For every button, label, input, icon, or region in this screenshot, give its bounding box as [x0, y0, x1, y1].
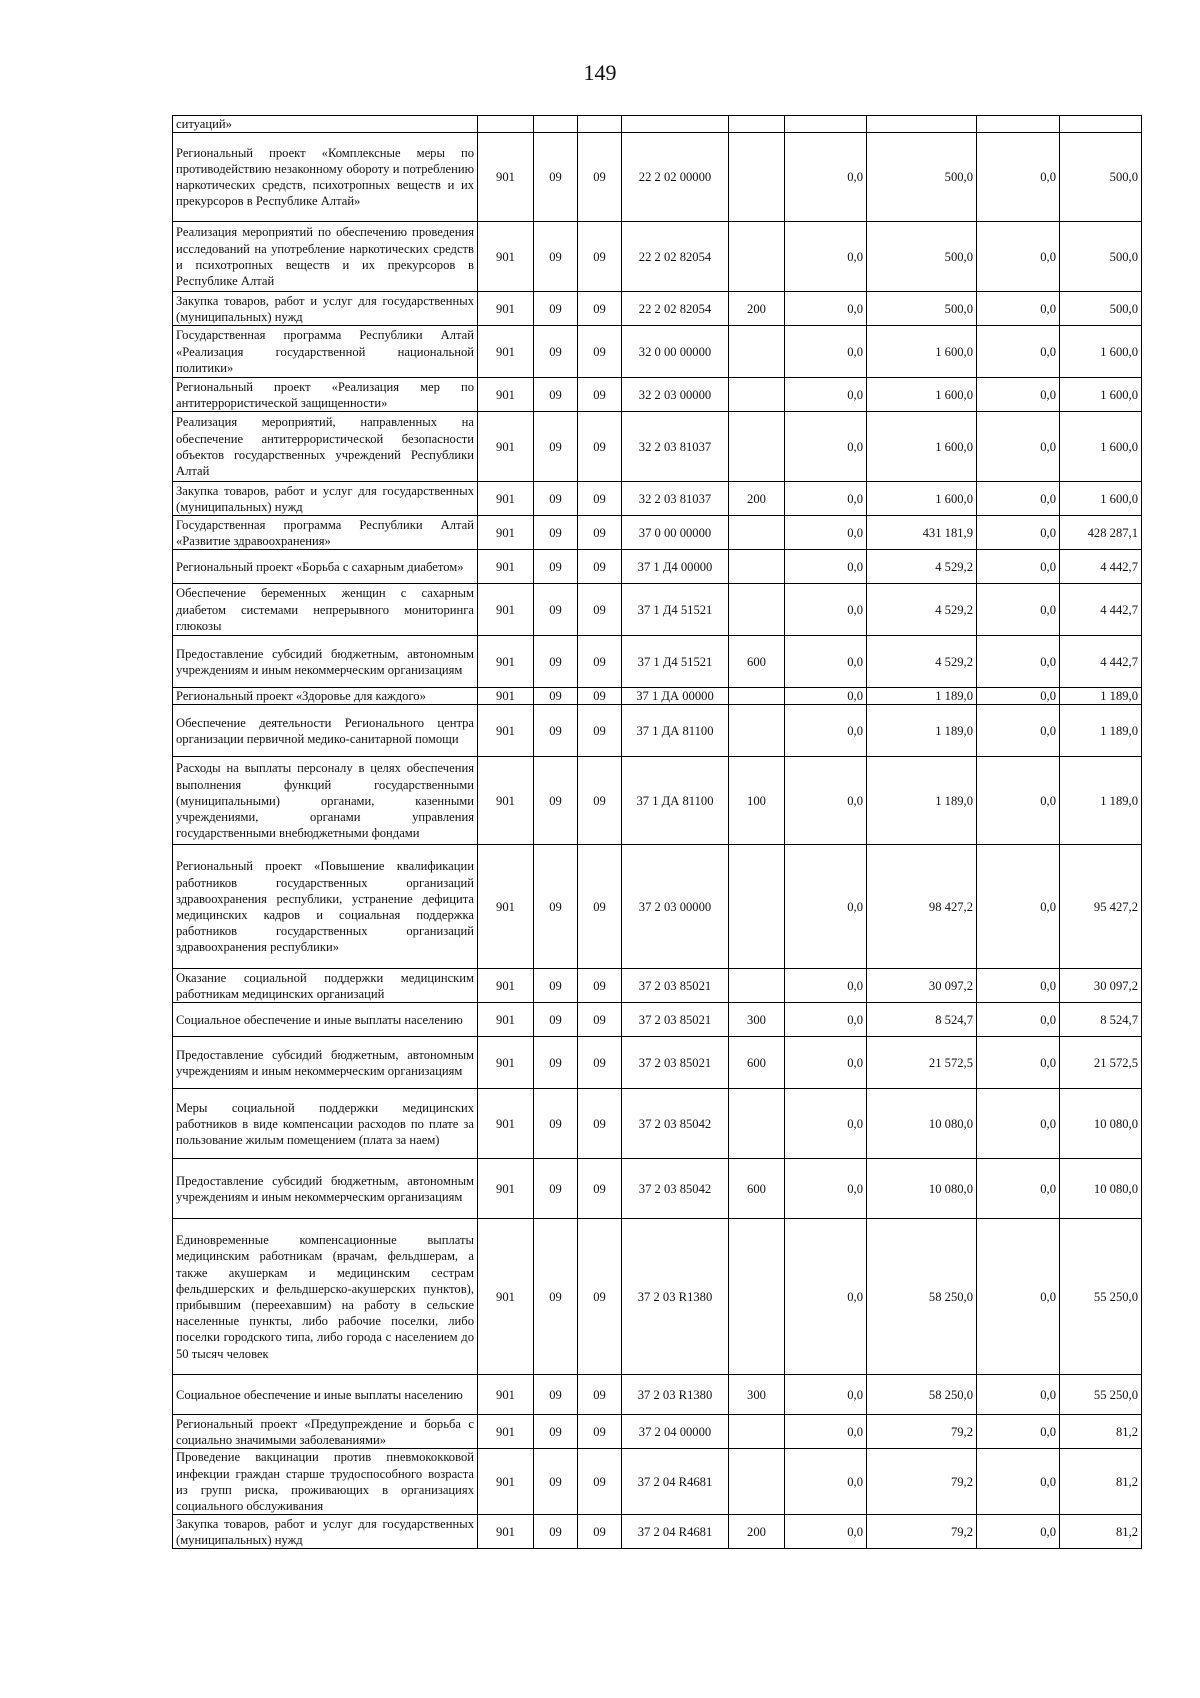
cell-amount-4: 10 080,0: [1060, 1159, 1142, 1219]
cell-section: 09: [534, 412, 578, 482]
cell-target-article: 32 2 03 81037: [622, 482, 729, 516]
table-row: [173, 550, 1142, 584]
cell-amount-2: 79,2: [867, 1449, 977, 1515]
cell-section: 09: [534, 292, 578, 326]
cell-section: 09: [534, 516, 578, 550]
table-row: [173, 1219, 1142, 1375]
cell-amount-1: 0,0: [785, 584, 867, 636]
cell-expense-type: [729, 326, 785, 378]
cell-amount-1: 0,0: [785, 1089, 867, 1159]
cell-expense-type: [729, 584, 785, 636]
cell-amount-1: 0,0: [785, 705, 867, 757]
cell-amount-3: 0,0: [977, 1415, 1060, 1449]
cell-section: 09: [534, 636, 578, 688]
cell-amount-3: 0,0: [977, 378, 1060, 412]
cell-section: 09: [534, 1003, 578, 1037]
cell-amount-2: 10 080,0: [867, 1159, 977, 1219]
table-row: [173, 705, 1142, 757]
cell-target-article: 37 2 03 85021: [622, 969, 729, 1003]
cell-admin-code: 901: [478, 412, 534, 482]
cell-amount-4: 500,0: [1060, 222, 1142, 292]
table-row: [173, 1515, 1142, 1549]
table-row: [173, 1449, 1142, 1515]
cell-amount-3: 0,0: [977, 1219, 1060, 1375]
cell-amount-1: 0,0: [785, 1449, 867, 1515]
cell-amount-4: [1060, 116, 1142, 133]
cell-subsection: 09: [578, 584, 622, 636]
cell-expense-type: [729, 1415, 785, 1449]
cell-amount-3: 0,0: [977, 705, 1060, 757]
cell-amount-2: 4 529,2: [867, 636, 977, 688]
cell-amount-4: 21 572,5: [1060, 1037, 1142, 1089]
cell-expense-type: [729, 1089, 785, 1159]
cell-amount-1: 0,0: [785, 412, 867, 482]
cell-description: Закупка товаров, работ и услуг для государственных (муниципальных) нужд: [173, 292, 478, 326]
cell-admin-code: [478, 116, 534, 133]
cell-description: Социальное обеспечение и иные выплаты населению: [173, 1375, 478, 1415]
cell-description: Региональный проект «Борьба с сахарным диабетом»: [173, 550, 478, 584]
cell-target-article: 37 1 ДА 81100: [622, 705, 729, 757]
cell-description: Предоставление субсидий бюджетным, автономным учреждениям и иным некоммерческим организациям: [173, 636, 478, 688]
cell-amount-3: 0,0: [977, 133, 1060, 222]
cell-description: Региональный проект «Комплексные меры по противодействию незаконному обороту и потреблению наркотических средств, психотропных веществ и их прекурсоров в Республике Алтай»: [173, 133, 478, 222]
cell-description: Региональный проект «Повышение квалификации работников государственных организаций здравоохранения республики, устранение дефицита медицинских кадров и социальная поддержка работников государственных организаций здравоохранения республики»: [173, 845, 478, 969]
cell-amount-1: 0,0: [785, 1159, 867, 1219]
cell-target-article: 37 1 ДА 81100: [622, 757, 729, 845]
cell-target-article: 37 2 03 85042: [622, 1159, 729, 1219]
cell-description: Предоставление субсидий бюджетным, автономным учреждениям и иным некоммерческим организациям: [173, 1037, 478, 1089]
cell-admin-code: 901: [478, 969, 534, 1003]
cell-amount-1: 0,0: [785, 688, 867, 705]
cell-subsection: 09: [578, 1089, 622, 1159]
cell-amount-4: 500,0: [1060, 292, 1142, 326]
cell-amount-3: 0,0: [977, 550, 1060, 584]
cell-admin-code: 901: [478, 1515, 534, 1549]
cell-expense-type: 300: [729, 1375, 785, 1415]
cell-admin-code: 901: [478, 688, 534, 705]
budget-table: [172, 115, 1142, 1549]
cell-amount-3: 0,0: [977, 326, 1060, 378]
cell-amount-4: 500,0: [1060, 133, 1142, 222]
cell-expense-type: [729, 969, 785, 1003]
cell-amount-3: 0,0: [977, 584, 1060, 636]
cell-amount-1: 0,0: [785, 292, 867, 326]
cell-admin-code: 901: [478, 757, 534, 845]
table-row: [173, 636, 1142, 688]
cell-section: 09: [534, 1219, 578, 1375]
table-row: [173, 584, 1142, 636]
cell-section: 09: [534, 482, 578, 516]
cell-subsection: 09: [578, 1375, 622, 1415]
cell-expense-type: [729, 116, 785, 133]
cell-subsection: 09: [578, 1219, 622, 1375]
cell-target-article: 37 1 Д4 51521: [622, 636, 729, 688]
cell-target-article: 37 2 03 85021: [622, 1003, 729, 1037]
cell-amount-1: 0,0: [785, 1219, 867, 1375]
cell-amount-1: 0,0: [785, 326, 867, 378]
cell-admin-code: 901: [478, 705, 534, 757]
cell-amount-1: 0,0: [785, 1375, 867, 1415]
cell-description: ситуаций»: [173, 116, 478, 133]
table-row: [173, 1003, 1142, 1037]
cell-subsection: 09: [578, 636, 622, 688]
cell-description: Обеспечение деятельности Регионального центра организации первичной медико-санитарной помощи: [173, 705, 478, 757]
cell-expense-type: 100: [729, 757, 785, 845]
cell-admin-code: 901: [478, 516, 534, 550]
cell-amount-2: 500,0: [867, 222, 977, 292]
cell-amount-2: 58 250,0: [867, 1219, 977, 1375]
cell-description: Обеспечение беременных женщин с сахарным диабетом системами непрерывного мониторинга глюкозы: [173, 584, 478, 636]
cell-admin-code: 901: [478, 1159, 534, 1219]
cell-amount-1: 0,0: [785, 133, 867, 222]
cell-amount-1: 0,0: [785, 378, 867, 412]
cell-amount-3: 0,0: [977, 1515, 1060, 1549]
cell-target-article: 37 2 03 85021: [622, 1037, 729, 1089]
cell-expense-type: [729, 550, 785, 584]
cell-section: 09: [534, 1415, 578, 1449]
cell-amount-2: 4 529,2: [867, 584, 977, 636]
table-row: [173, 1375, 1142, 1415]
budget-table-body: [173, 116, 1142, 1549]
cell-target-article: 37 2 04 R4681: [622, 1515, 729, 1549]
cell-amount-3: 0,0: [977, 636, 1060, 688]
cell-section: 09: [534, 705, 578, 757]
cell-expense-type: [729, 378, 785, 412]
cell-amount-1: 0,0: [785, 1415, 867, 1449]
cell-amount-4: 1 600,0: [1060, 378, 1142, 412]
cell-description: Единовременные компенсационные выплаты медицинским работникам (врачам, фельдшерам, а также акушеркам и медицинским сестрам фельдшерских и фельдшерско-акушерских пунктов), прибывшим (переехавшим) на работу в сельские населенные пункты, либо рабочие поселки, либо поселки городского типа, либо города с населением до 50 тысяч человек: [173, 1219, 478, 1375]
cell-amount-1: 0,0: [785, 1515, 867, 1549]
cell-amount-4: 81,2: [1060, 1515, 1142, 1549]
table-row: [173, 412, 1142, 482]
cell-description: Региональный проект «Здоровье для каждого»: [173, 688, 478, 705]
cell-amount-3: 0,0: [977, 292, 1060, 326]
cell-amount-4: 81,2: [1060, 1415, 1142, 1449]
cell-subsection: 09: [578, 482, 622, 516]
cell-amount-2: 431 181,9: [867, 516, 977, 550]
cell-amount-3: 0,0: [977, 482, 1060, 516]
table-row: [173, 845, 1142, 969]
cell-amount-4: 95 427,2: [1060, 845, 1142, 969]
cell-description: Социальное обеспечение и иные выплаты населению: [173, 1003, 478, 1037]
cell-subsection: 09: [578, 757, 622, 845]
cell-subsection: [578, 116, 622, 133]
cell-admin-code: 901: [478, 378, 534, 412]
cell-amount-3: 0,0: [977, 1037, 1060, 1089]
cell-subsection: 09: [578, 412, 622, 482]
cell-amount-2: 8 524,7: [867, 1003, 977, 1037]
cell-amount-4: 4 442,7: [1060, 550, 1142, 584]
table-row: [173, 1415, 1142, 1449]
cell-amount-4: 1 189,0: [1060, 757, 1142, 845]
cell-admin-code: 901: [478, 326, 534, 378]
cell-expense-type: [729, 1219, 785, 1375]
cell-target-article: 22 2 02 00000: [622, 133, 729, 222]
cell-amount-4: 1 600,0: [1060, 412, 1142, 482]
cell-section: 09: [534, 378, 578, 412]
cell-expense-type: [729, 412, 785, 482]
cell-description: Закупка товаров, работ и услуг для государственных (муниципальных) нужд: [173, 482, 478, 516]
cell-admin-code: 901: [478, 584, 534, 636]
cell-amount-1: 0,0: [785, 1037, 867, 1089]
cell-description: Меры социальной поддержки медицинских работников в виде компенсации расходов по плате за пользование жилым помещением (плата за наем): [173, 1089, 478, 1159]
cell-description: Государственная программа Республики Алтай «Реализация государственной национальной политики»: [173, 326, 478, 378]
cell-target-article: 32 0 00 00000: [622, 326, 729, 378]
cell-amount-3: 0,0: [977, 969, 1060, 1003]
cell-target-article: 37 2 04 00000: [622, 1415, 729, 1449]
cell-amount-2: 30 097,2: [867, 969, 977, 1003]
cell-amount-3: 0,0: [977, 688, 1060, 705]
cell-subsection: 09: [578, 845, 622, 969]
cell-amount-2: 79,2: [867, 1515, 977, 1549]
cell-admin-code: 901: [478, 636, 534, 688]
cell-expense-type: 600: [729, 1159, 785, 1219]
cell-amount-1: 0,0: [785, 845, 867, 969]
cell-subsection: 09: [578, 1515, 622, 1549]
table-row: [173, 116, 1142, 133]
table-row: [173, 378, 1142, 412]
cell-subsection: 09: [578, 550, 622, 584]
cell-target-article: 32 2 03 81037: [622, 412, 729, 482]
cell-amount-1: 0,0: [785, 636, 867, 688]
cell-amount-1: 0,0: [785, 550, 867, 584]
cell-admin-code: 901: [478, 1037, 534, 1089]
table-row: [173, 1037, 1142, 1089]
cell-target-article: 37 2 03 R1380: [622, 1219, 729, 1375]
cell-admin-code: 901: [478, 482, 534, 516]
cell-amount-2: 58 250,0: [867, 1375, 977, 1415]
cell-subsection: 09: [578, 378, 622, 412]
table-row: [173, 1159, 1142, 1219]
cell-amount-3: 0,0: [977, 1089, 1060, 1159]
cell-amount-2: 4 529,2: [867, 550, 977, 584]
cell-amount-3: 0,0: [977, 1375, 1060, 1415]
cell-target-article: 37 1 Д4 00000: [622, 550, 729, 584]
cell-admin-code: 901: [478, 845, 534, 969]
cell-expense-type: 200: [729, 1515, 785, 1549]
cell-amount-2: 21 572,5: [867, 1037, 977, 1089]
cell-description: Региональный проект «Предупреждение и борьба с социально значимыми заболеваниями»: [173, 1415, 478, 1449]
cell-expense-type: [729, 516, 785, 550]
cell-admin-code: 901: [478, 1003, 534, 1037]
cell-amount-1: 0,0: [785, 1003, 867, 1037]
cell-expense-type: [729, 705, 785, 757]
cell-amount-3: [977, 116, 1060, 133]
cell-description: Проведение вакцинации против пневмококковой инфекции граждан старше трудоспособного возраста из групп риска, проживающих в организациях социального обслуживания: [173, 1449, 478, 1515]
cell-subsection: 09: [578, 326, 622, 378]
cell-amount-3: 0,0: [977, 1159, 1060, 1219]
cell-amount-4: 8 524,7: [1060, 1003, 1142, 1037]
table-row: [173, 222, 1142, 292]
table-row: [173, 688, 1142, 705]
cell-amount-4: 4 442,7: [1060, 584, 1142, 636]
cell-amount-4: 81,2: [1060, 1449, 1142, 1515]
cell-amount-4: 30 097,2: [1060, 969, 1142, 1003]
cell-section: 09: [534, 584, 578, 636]
cell-target-article: 37 2 03 85042: [622, 1089, 729, 1159]
cell-amount-2: 1 600,0: [867, 482, 977, 516]
cell-subsection: 09: [578, 1037, 622, 1089]
cell-amount-2: 1 189,0: [867, 757, 977, 845]
cell-subsection: 09: [578, 705, 622, 757]
cell-amount-3: 0,0: [977, 845, 1060, 969]
cell-amount-2: 10 080,0: [867, 1089, 977, 1159]
cell-expense-type: 200: [729, 292, 785, 326]
cell-target-article: 22 2 02 82054: [622, 222, 729, 292]
cell-amount-4: 1 189,0: [1060, 688, 1142, 705]
cell-description: Региональный проект «Реализация мер по антитеррористической защищенности»: [173, 378, 478, 412]
cell-amount-4: 428 287,1: [1060, 516, 1142, 550]
page-number: 149: [583, 60, 617, 85]
cell-description: Расходы на выплаты персоналу в целях обеспечения выполнения функций государственными (муниципальными) органами, казенными учреждениями, органами управления государственными внебюджетными фондами: [173, 757, 478, 845]
cell-admin-code: 901: [478, 222, 534, 292]
cell-expense-type: [729, 845, 785, 969]
table-row: [173, 482, 1142, 516]
cell-section: 09: [534, 133, 578, 222]
cell-expense-type: [729, 222, 785, 292]
cell-section: 09: [534, 845, 578, 969]
cell-section: [534, 116, 578, 133]
cell-subsection: 09: [578, 1449, 622, 1515]
table-row: [173, 969, 1142, 1003]
table-row: [173, 326, 1142, 378]
cell-target-article: 37 1 Д4 51521: [622, 584, 729, 636]
cell-target-article: 37 1 ДА 00000: [622, 688, 729, 705]
cell-amount-3: 0,0: [977, 412, 1060, 482]
cell-amount-2: 500,0: [867, 292, 977, 326]
cell-target-article: 37 2 04 R4681: [622, 1449, 729, 1515]
cell-description: Государственная программа Республики Алтай «Развитие здравоохранения»: [173, 516, 478, 550]
cell-section: 09: [534, 222, 578, 292]
cell-expense-type: 600: [729, 636, 785, 688]
cell-amount-1: 0,0: [785, 516, 867, 550]
cell-amount-4: 10 080,0: [1060, 1089, 1142, 1159]
cell-subsection: 09: [578, 222, 622, 292]
cell-expense-type: [729, 1449, 785, 1515]
table-row: [173, 1089, 1142, 1159]
cell-amount-2: 1 600,0: [867, 412, 977, 482]
cell-amount-3: 0,0: [977, 1449, 1060, 1515]
cell-subsection: 09: [578, 1159, 622, 1219]
cell-amount-4: 55 250,0: [1060, 1219, 1142, 1375]
cell-description: Закупка товаров, работ и услуг для государственных (муниципальных) нужд: [173, 1515, 478, 1549]
cell-amount-2: 500,0: [867, 133, 977, 222]
cell-section: 09: [534, 1159, 578, 1219]
cell-target-article: 22 2 02 82054: [622, 292, 729, 326]
cell-description: Предоставление субсидий бюджетным, автономным учреждениям и иным некоммерческим организациям: [173, 1159, 478, 1219]
cell-expense-type: 300: [729, 1003, 785, 1037]
cell-subsection: 09: [578, 1415, 622, 1449]
cell-amount-1: 0,0: [785, 757, 867, 845]
cell-section: 09: [534, 688, 578, 705]
cell-section: 09: [534, 1089, 578, 1159]
cell-admin-code: 901: [478, 550, 534, 584]
cell-amount-4: 1 600,0: [1060, 482, 1142, 516]
cell-section: 09: [534, 1449, 578, 1515]
cell-amount-3: 0,0: [977, 1003, 1060, 1037]
cell-target-article: 32 2 03 00000: [622, 378, 729, 412]
cell-admin-code: 901: [478, 1375, 534, 1415]
cell-expense-type: 200: [729, 482, 785, 516]
cell-section: 09: [534, 550, 578, 584]
table-row: [173, 757, 1142, 845]
cell-section: 09: [534, 1515, 578, 1549]
cell-admin-code: 901: [478, 1449, 534, 1515]
cell-section: 09: [534, 1037, 578, 1089]
cell-target-article: 37 2 03 R1380: [622, 1375, 729, 1415]
cell-amount-1: 0,0: [785, 482, 867, 516]
cell-amount-2: [867, 116, 977, 133]
cell-expense-type: [729, 133, 785, 222]
cell-amount-1: [785, 116, 867, 133]
cell-description: Реализация мероприятий по обеспечению проведения исследований на употребление наркотических средств и психотропных веществ и их прекурсоров в Республике Алтай: [173, 222, 478, 292]
cell-subsection: 09: [578, 969, 622, 1003]
cell-admin-code: 901: [478, 1219, 534, 1375]
cell-amount-2: 1 600,0: [867, 326, 977, 378]
cell-target-article: 37 2 03 00000: [622, 845, 729, 969]
cell-target-article: 37 0 00 00000: [622, 516, 729, 550]
cell-admin-code: 901: [478, 133, 534, 222]
cell-amount-2: 1 189,0: [867, 705, 977, 757]
cell-amount-3: 0,0: [977, 757, 1060, 845]
cell-amount-2: 98 427,2: [867, 845, 977, 969]
cell-amount-1: 0,0: [785, 969, 867, 1003]
cell-amount-2: 79,2: [867, 1415, 977, 1449]
cell-expense-type: 600: [729, 1037, 785, 1089]
table-row: [173, 516, 1142, 550]
cell-description: Оказание социальной поддержки медицинским работникам медицинских организаций: [173, 969, 478, 1003]
cell-section: 09: [534, 1375, 578, 1415]
table-row: [173, 292, 1142, 326]
cell-subsection: 09: [578, 133, 622, 222]
cell-target-article: [622, 116, 729, 133]
cell-amount-2: 1 189,0: [867, 688, 977, 705]
cell-amount-3: 0,0: [977, 222, 1060, 292]
cell-section: 09: [534, 326, 578, 378]
cell-expense-type: [729, 688, 785, 705]
cell-amount-4: 1 189,0: [1060, 705, 1142, 757]
cell-section: 09: [534, 969, 578, 1003]
cell-amount-4: 4 442,7: [1060, 636, 1142, 688]
cell-subsection: 09: [578, 1003, 622, 1037]
cell-subsection: 09: [578, 688, 622, 705]
cell-amount-3: 0,0: [977, 516, 1060, 550]
cell-description: Реализация мероприятий, направленных на обеспечение антитеррористической безопасности объектов государственных учреждений Республики Алтай: [173, 412, 478, 482]
cell-amount-4: 1 600,0: [1060, 326, 1142, 378]
cell-subsection: 09: [578, 292, 622, 326]
cell-amount-1: 0,0: [785, 222, 867, 292]
table-row: [173, 133, 1142, 222]
cell-subsection: 09: [578, 516, 622, 550]
cell-section: 09: [534, 757, 578, 845]
cell-admin-code: 901: [478, 292, 534, 326]
cell-admin-code: 901: [478, 1089, 534, 1159]
cell-amount-4: 55 250,0: [1060, 1375, 1142, 1415]
cell-admin-code: 901: [478, 1415, 534, 1449]
cell-amount-2: 1 600,0: [867, 378, 977, 412]
